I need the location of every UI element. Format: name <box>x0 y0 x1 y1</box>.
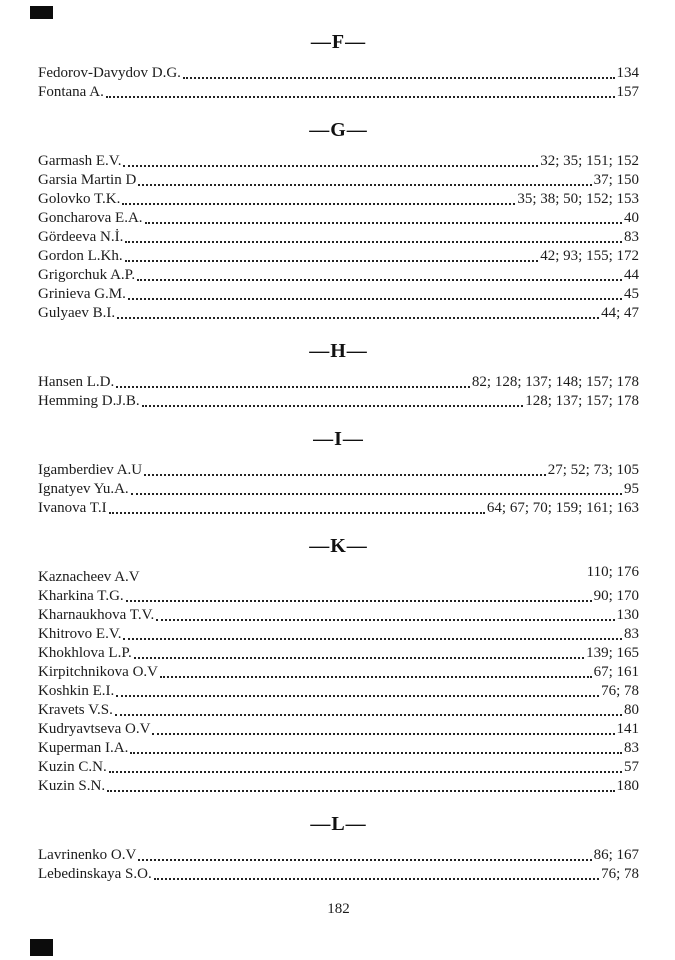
index-entry <box>38 758 639 777</box>
entry-name: Lebedinskaya S.O. <box>38 866 152 882</box>
index-entry <box>38 644 639 663</box>
entry-name: Gulyaev B.I. <box>38 305 116 321</box>
scan-artifact-top-left <box>30 6 53 19</box>
entry-pages: 44 <box>624 267 639 283</box>
index-entry <box>38 625 639 644</box>
leader-dots <box>123 638 622 640</box>
entry-pages: 80 <box>624 702 639 718</box>
entry-name: Khokhlova L.P. <box>38 645 132 661</box>
index-content <box>38 30 639 884</box>
entry-name: Kuzin C.N. <box>38 759 107 775</box>
index-entry <box>38 83 639 102</box>
entry-list <box>38 152 639 323</box>
scan-artifact-bottom-left <box>30 939 53 956</box>
entry-name: Gordon L.Kh. <box>38 248 123 264</box>
entry-name: Kaznacheev A.V <box>38 569 140 585</box>
entry-name: Kravets V.S. <box>38 702 113 718</box>
leader-dots <box>109 771 622 773</box>
entry-list <box>38 564 639 796</box>
section-header: —L— <box>310 813 367 835</box>
entry-name: Khitrovo E.V. <box>38 626 122 642</box>
page-number: 182 <box>327 901 350 917</box>
index-entry <box>38 266 639 285</box>
entry-pages: 83 <box>624 740 639 756</box>
leader-dots <box>134 657 584 659</box>
entry-pages: 90; 170 <box>593 588 639 604</box>
leader-dots <box>125 260 539 262</box>
entry-pages: 42; 93; 155; 172 <box>540 248 639 264</box>
entry-name: Kharkina T.G. <box>38 588 124 604</box>
entry-name: Gördeeva N.İ. <box>38 229 124 245</box>
entry-pages: 95 <box>624 481 639 497</box>
index-entry <box>38 373 639 392</box>
entry-name: Ivanova T.I <box>38 500 107 516</box>
index-entry <box>38 739 639 758</box>
section-header: —G— <box>309 119 368 141</box>
entry-pages: 67; 161 <box>593 664 639 680</box>
index-entry <box>38 64 639 83</box>
entry-name: Kirpitchnikova O.V <box>38 664 158 680</box>
entry-pages: 180 <box>616 778 639 794</box>
entry-pages: 128; 137; 157; 178 <box>525 393 639 409</box>
entry-pages: 76; 78 <box>601 866 639 882</box>
entry-name: Kuperman I.A. <box>38 740 129 756</box>
index-entry <box>38 392 639 411</box>
entry-pages: 44; 47 <box>601 305 639 321</box>
section-header: —H— <box>309 340 368 362</box>
entry-name: Hemming D.J.B. <box>38 393 140 409</box>
index-entry <box>38 720 639 739</box>
entry-pages: 141 <box>616 721 639 737</box>
entry-pages: 45 <box>624 286 639 302</box>
index-entry <box>38 846 639 865</box>
leader-dots <box>128 298 622 300</box>
entry-name: Grigorchuk A.P. <box>38 267 136 283</box>
index-entry <box>38 587 639 606</box>
entry-name: Goncharova E.A. <box>38 210 143 226</box>
index-entry <box>38 499 639 518</box>
leader-dots <box>122 203 515 205</box>
index-entry <box>38 461 639 480</box>
entry-pages: 110; 176 <box>586 564 639 580</box>
index-entry <box>38 480 639 499</box>
entry-list <box>38 846 639 884</box>
leader-dots <box>106 96 615 98</box>
leader-dots <box>109 512 485 514</box>
entry-pages: 130 <box>616 607 639 623</box>
entry-name: Koshkin E.I. <box>38 683 115 699</box>
leader-dots <box>137 279 622 281</box>
entry-pages: 134 <box>616 65 639 81</box>
index-entry <box>38 209 639 228</box>
entry-name: Hansen L.D. <box>38 374 115 390</box>
entry-list <box>38 64 639 102</box>
leader-dots <box>125 241 622 243</box>
leader-dots <box>131 493 622 495</box>
entry-list <box>38 373 639 411</box>
leader-dots <box>116 695 599 697</box>
leader-dots <box>116 386 470 388</box>
index-entry <box>38 701 639 720</box>
entry-pages: 76; 78 <box>601 683 639 699</box>
entry-pages: 32; 35; 151; 152 <box>540 153 639 169</box>
entry-list <box>38 461 639 518</box>
entry-pages: 83 <box>624 229 639 245</box>
index-entry <box>38 285 639 304</box>
leader-dots <box>145 222 622 224</box>
entry-name: Garmash E.V. <box>38 153 122 169</box>
leader-dots <box>130 752 622 754</box>
leader-dots <box>115 714 622 716</box>
entry-name: Garsia Martin D <box>38 172 137 188</box>
entry-pages: 86; 167 <box>593 847 639 863</box>
entry-pages: 40 <box>624 210 639 226</box>
leader-dots <box>107 790 614 792</box>
leader-dots <box>154 878 599 880</box>
leader-dots <box>156 619 614 621</box>
section-header: —K— <box>309 535 368 557</box>
entry-name: Grinieva G.M. <box>38 286 126 302</box>
index-entry <box>38 682 639 701</box>
leader-dots <box>152 733 614 735</box>
entry-name: Fedorov-Davydov D.G. <box>38 65 181 81</box>
leader-dots <box>144 474 546 476</box>
index-entry <box>38 171 639 190</box>
entry-name: Golovko T.K. <box>38 191 121 207</box>
leader-dots <box>123 165 538 167</box>
section-header: —I— <box>313 428 364 450</box>
leader-dots <box>183 77 615 79</box>
entry-name: Ignatyev Yu.A. <box>38 481 129 497</box>
index-entry <box>38 564 639 587</box>
entry-pages: 35; 38; 50; 152; 153 <box>517 191 639 207</box>
index-entry <box>38 190 639 209</box>
index-entry <box>38 865 639 884</box>
entry-pages: 57 <box>624 759 639 775</box>
index-entry <box>38 228 639 247</box>
index-entry <box>38 247 639 266</box>
leader-dots <box>138 184 591 186</box>
section-header: —F— <box>310 31 367 53</box>
leader-dots <box>138 859 591 861</box>
leader-dots <box>126 600 592 602</box>
index-entry <box>38 606 639 625</box>
entry-name: Kudryavtseva O.V <box>38 721 151 737</box>
entry-pages: 83 <box>624 626 639 642</box>
entry-pages: 157 <box>616 84 639 100</box>
entry-name: Kharnaukhova T.V. <box>38 607 155 623</box>
entry-pages: 139; 165 <box>586 645 639 661</box>
leader-dots <box>160 676 592 678</box>
index-entry <box>38 304 639 323</box>
entry-name: Kuzin S.N. <box>38 778 106 794</box>
entry-pages: 82; 128; 137; 148; 157; 178 <box>471 374 639 390</box>
index-entry <box>38 777 639 796</box>
entry-name: Fontana A. <box>38 84 104 100</box>
entry-pages: 27; 52; 73; 105 <box>547 462 639 478</box>
entry-name: Lavrinenko O.V <box>38 847 137 863</box>
leader-dots <box>117 317 599 319</box>
entry-pages: 37; 150 <box>593 172 639 188</box>
entry-name: Igamberdiev A.U <box>38 462 143 478</box>
entry-pages: 64; 67; 70; 159; 161; 163 <box>486 500 639 516</box>
index-entry <box>38 152 639 171</box>
leader-dots <box>142 405 524 407</box>
index-entry <box>38 663 639 682</box>
